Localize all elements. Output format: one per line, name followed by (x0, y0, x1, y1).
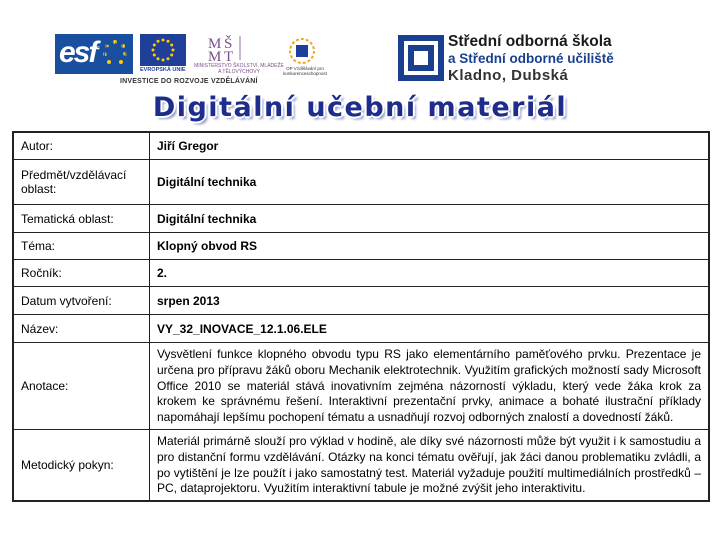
row-label: Téma: (13, 233, 150, 260)
logo-strip (0, 0, 720, 92)
row-value: Klopný obvod RS (150, 233, 710, 260)
svg-text:T: T (224, 49, 234, 62)
row-label: Název: (13, 315, 150, 343)
row-value: srpen 2013 (150, 287, 710, 315)
school-name-line1: Střední odborná škola (448, 33, 612, 50)
table-row (13, 315, 709, 343)
row-value: Digitální technika (150, 205, 710, 233)
eu-caption: EVROPSKÁ UNIE (140, 67, 186, 73)
table-row (13, 429, 709, 501)
svg-text:M: M (208, 49, 222, 62)
row-label: Předmět/vzdělávací oblast: (13, 160, 150, 205)
row-value: Digitální technika (150, 160, 710, 205)
school-logo (398, 35, 444, 81)
table-row (13, 287, 709, 315)
eu-flag-icon (140, 34, 186, 66)
table-row (13, 205, 709, 233)
row-label: Ročník: (13, 260, 150, 287)
row-label: Datum vytvoření: (13, 287, 150, 315)
school-name-line3: Kladno, Dubská (448, 67, 569, 84)
esf-letters: esf (59, 36, 97, 69)
school-name (448, 33, 668, 85)
table-row (13, 233, 709, 260)
row-value: 2. (150, 260, 710, 287)
esf-caption-line: evropský (97, 35, 128, 42)
table-row (13, 343, 709, 430)
table-row (13, 260, 709, 287)
esf-caption-line: fond v ČR (97, 51, 131, 58)
svg-text:Š: Š (224, 36, 233, 52)
row-value-paragraph: Vysvětlení funkce klopného obvodu typu RS jako elementárního paměťového prvku. Prezentace je určena pro přípravu žáků oboru Mechanik elektrotechnik. Využitím grafických možností sady Microsoft Office 2010 se materiál stává inovativním zejména názorností výkladu, který vede žáka krok za krokem ke správnému řešení. Interaktivní prezentační prvky, animace a bohaté ilustrační příklady napomáhají lepšímu pochopení tématu a usnadňují rozvoj odborných znalostí a dovedností žáků. (150, 343, 710, 430)
svg-text:M: M (208, 36, 222, 52)
op-caption: OP Vzdělávání pro konkurenceschopnost (283, 66, 327, 76)
school-name-line2: a Střední odborné učiliště (448, 51, 614, 66)
row-label: Tematická oblast: (13, 205, 150, 233)
table-row (13, 160, 709, 205)
esf-caption-line: sociální (97, 43, 124, 50)
row-label: Anotace: (13, 343, 150, 430)
msmt-caption: MINISTERSTVO ŠKOLSTVÍ, MLÁDEŽE A TĚLOVÝCHOVY (194, 63, 284, 75)
row-value-paragraph: Materiál primárně slouží pro výklad v hodině, ale díky své názornosti může být využit i k samostudiu a pro distanční formu vzdělávání. Otázky na konci tématu ověřují, jak žáci danou problematiku zvládli, a po vytištění je lze použít i jako samostatný test. Materiál vyžaduje použití multimediálních prostředků – PC, dataprojektoru. Využitím interaktivní tabule je možné zvýšit jeho interaktivitu. (150, 429, 710, 501)
row-label: Metodický pokyn: (13, 429, 150, 501)
msmt-logo (206, 34, 260, 62)
op-logo (285, 36, 319, 66)
row-label: Autor: (13, 132, 150, 160)
invest-caption: INVESTICE DO ROZVOJE VZDĚLÁVÁNÍ (120, 78, 258, 85)
metadata-table (12, 131, 710, 502)
page-title: Digitální učební materiál (152, 92, 568, 123)
row-value: VY_32_INOVACE_12.1.06.ELE (150, 315, 710, 343)
row-value: Jiří Gregor (150, 132, 710, 160)
table-row (13, 132, 709, 160)
esf-caption (97, 35, 137, 59)
